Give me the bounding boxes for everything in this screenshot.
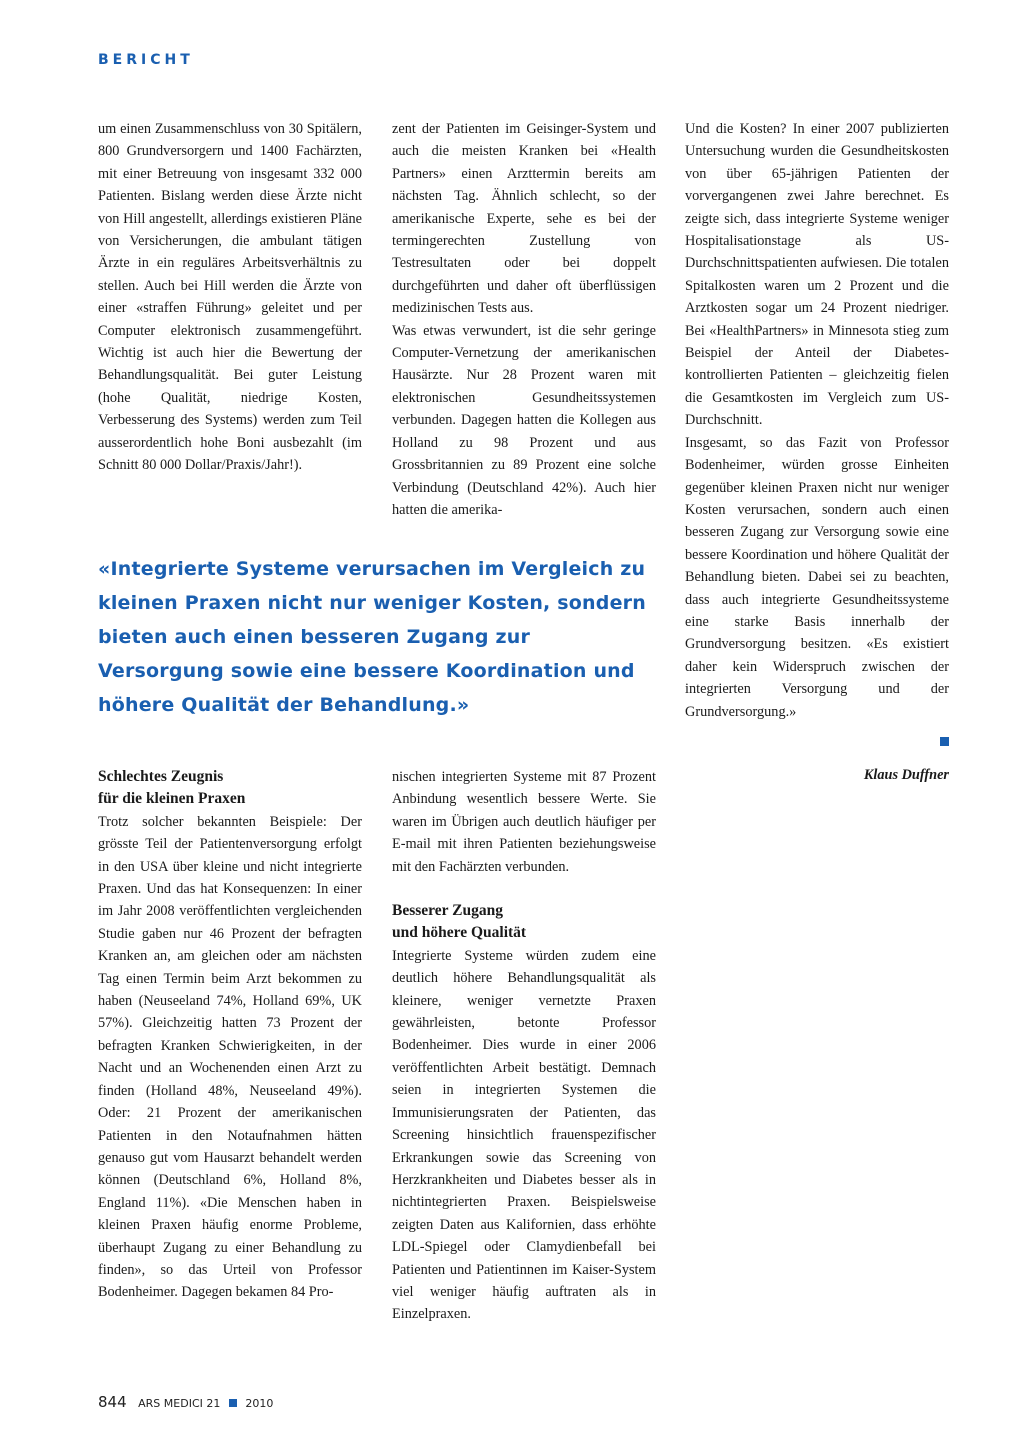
subheading-line: und höhere Qualität <box>392 924 527 942</box>
article-column-3 <box>685 118 949 786</box>
paragraph: Insgesamt, so das Fazit von Professor Bodenheimer, würden grosse Einheiten gegenüber kleinen Praxen nicht nur weniger Kosten verursachen, sondern auch einen besseren Zugang zur Versorgung sowie eine bessere Koordination und höhere Qualität der Behandlung bieten. Dabei sei zu beachten, dass auch integrierte Gesundheitssysteme eine starke Basis innerhalb der Grundversorgung besitzen. «Es existiert daher kein Widerspruch zwischen der integrierten Versorgung und der Grundversorgung.» <box>685 434 949 720</box>
article-column-1-bottom <box>98 766 362 1304</box>
paragraph: Trotz solcher bekannten Beispiele: Der grösste Teil der Patientenversorgung erfolgt in den USA über kleine und nicht integrierte Praxen. Und das hat Konsequenzen: In einer im Jahr 2008 veröffentlichten vergleichenden Studie gaben nur 46 Prozent der befragten Kranken an, am gleichen oder am nächsten Tag einen Termin beim Arzt bekommen zu haben (Neuseeland 74%, Holland 69%, UK 57%). Gleichzeitig hatten 73 Prozent der befragten Kranken Schwierigkeiten, in der Nacht und an Wochenenden einen Arzt zu finden (Holland 48%, Neuseeland 49%). Oder: 21 Prozent der amerikanischen Patienten in den Notaufnahmen hätten genauso gut vom Hausarzt behandelt werden können (Deutschland 6%, Holland 8%, England 11%). «Die Menschen haben in kleinen Praxen häufig enorme Probleme, überhaupt Zugang zu einer Behandlung zu finden», so das Urteil von Professor Bodenheimer. Dagegen bekamen 84 Pro- <box>98 813 362 1301</box>
article-column-2-bottom <box>392 766 656 1326</box>
paragraph: Und die Kosten? In einer 2007 publizierten Untersuchung wurden die Gesundheitskosten von über 65-jährigen Patienten der vorvergangenen zwei Jahre berechnet. Es zeigte sich, dass integrierte Systeme weniger Hospitalisationstage als US-Durchschnittspatienten aufwiesen. Die totalen Spitalkosten waren um 2 Prozent und die Arztkosten sogar um 24 Prozent niedriger. Bei «HealthPartners» in Minnesota stieg zum Beispiel der Anteil der Diabetes-kontrollierten Patienten – gleichzeitig fielen die Gesamtkosten im Vergleich zum US-Durchschnitt. <box>685 121 949 429</box>
subheading-line: Schlechtes Zeugnis <box>98 768 224 785</box>
paragraph: Integrierte Systeme würden zudem eine deutlich höhere Behandlungsqualität als kleinere, weniger vernetzte Praxen gewährleisten, betonte Professor Bodenheimer. Dies wurde in einer 2006 veröffentlichten Arbeit bestätigt. Demnach seien in integrierten Systemen die Immunisierungsraten der Patienten, das Screening hinsichtlich frauenspezifischer Erkrankungen sowie das Screening von Herzkrankheiten und Diabetes besser als in nichtintegrierten Praxen. Beispielsweise zeigten Daten aus Kalifornien, dass erhöhte LDL-Spiegel oder Clamydienbefall bei Patienten und Patientinnen im Kaiser-System viel weniger häufig auftraten als in Einzelpraxen. <box>392 947 656 1323</box>
journal-name: ARS MEDICI 21 <box>138 1397 221 1410</box>
subheading-line: Besserer Zugang <box>392 902 503 920</box>
author-byline: Klaus Duffner <box>863 766 949 783</box>
page-number: 844 <box>98 1393 127 1411</box>
paragraph: Was etwas verwundert, ist die sehr geringe Computer-Vernetzung der amerikanischen Hausärzte. Nur 28 Prozent waren mit elektronischen Gesundheitssystemen verbunden. Dagegen hatten die Kollegen aus Holland zu 98 Prozent und aus Grossbritannien zu 89 Prozent eine solche Verbindung (Deutschland 42%). Auch hier hatten die amerika- <box>392 322 656 518</box>
subheading <box>392 900 656 945</box>
section-label: BERICHT <box>98 52 194 68</box>
article-column-2-top <box>392 118 656 521</box>
paragraph: zent der Patienten im Geisinger-System und auch die meisten Kranken bei «Health Partners» einen Arzttermin bereits am nächsten Tag. Ähnlich schlecht, so der amerikanische Experte, sehe es bei der termingerechten Zustellung von Testresultaten oder bei doppelt durchgeführten und daher oft überflüssigen medizinischen Tests aus. <box>392 121 656 317</box>
separator-square-icon <box>229 1399 237 1407</box>
subheading <box>98 766 362 811</box>
paragraph: um einen Zusammenschluss von 30 Spitälern, 800 Grundversorgern und 1400 Fachärzten, mit einer Betreuung von insgesamt 332 000 Patienten. Bislang werden diese Ärzte nicht von Hill angestellt, allerdings existieren Pläne von Versicherungen, die ambulant tätigen Ärzte in ein reguläres Arbeitsverhältnis zu stellen. Auch bei Hill werden die Ärzte von einer «straffen Führung» geleitet und per Computer elektronisch zusammengeführt. Wichtig ist auch hier die Bewertung der Behandlungsqualität. Bei guter Leistung (hohe Qualität, niedrige Kosten, Verbesserung des Systems) werden zum Teil ausserordentlich hohe Boni ausbezahlt (im Schnitt 80 000 Dollar/Praxis/Jahr!). <box>98 121 362 474</box>
article-column-1-top <box>98 118 362 477</box>
pull-quote: «Integrierte Systeme verursachen im Vergleich zu kleinen Praxen nicht nur weniger Kosten, sondern bieten auch einen besseren Zugang zur Versorgung sowie eine bessere Koordination und höhere Qualität der Behandlung.» <box>98 558 646 716</box>
end-of-article-square-icon <box>940 737 949 746</box>
journal-year: 2010 <box>245 1397 274 1410</box>
subheading-line: für die kleinen Praxen <box>98 790 246 808</box>
paragraph: nischen integrierten Systeme mit 87 Prozent Anbindung wesentlich bessere Werte. Sie waren im Übrigen auch deutlich häufiger per E-mail mit ihren Patienten beziehungsweise mit den Fachärzten verbunden. <box>392 769 656 875</box>
page-footer <box>98 1393 273 1411</box>
